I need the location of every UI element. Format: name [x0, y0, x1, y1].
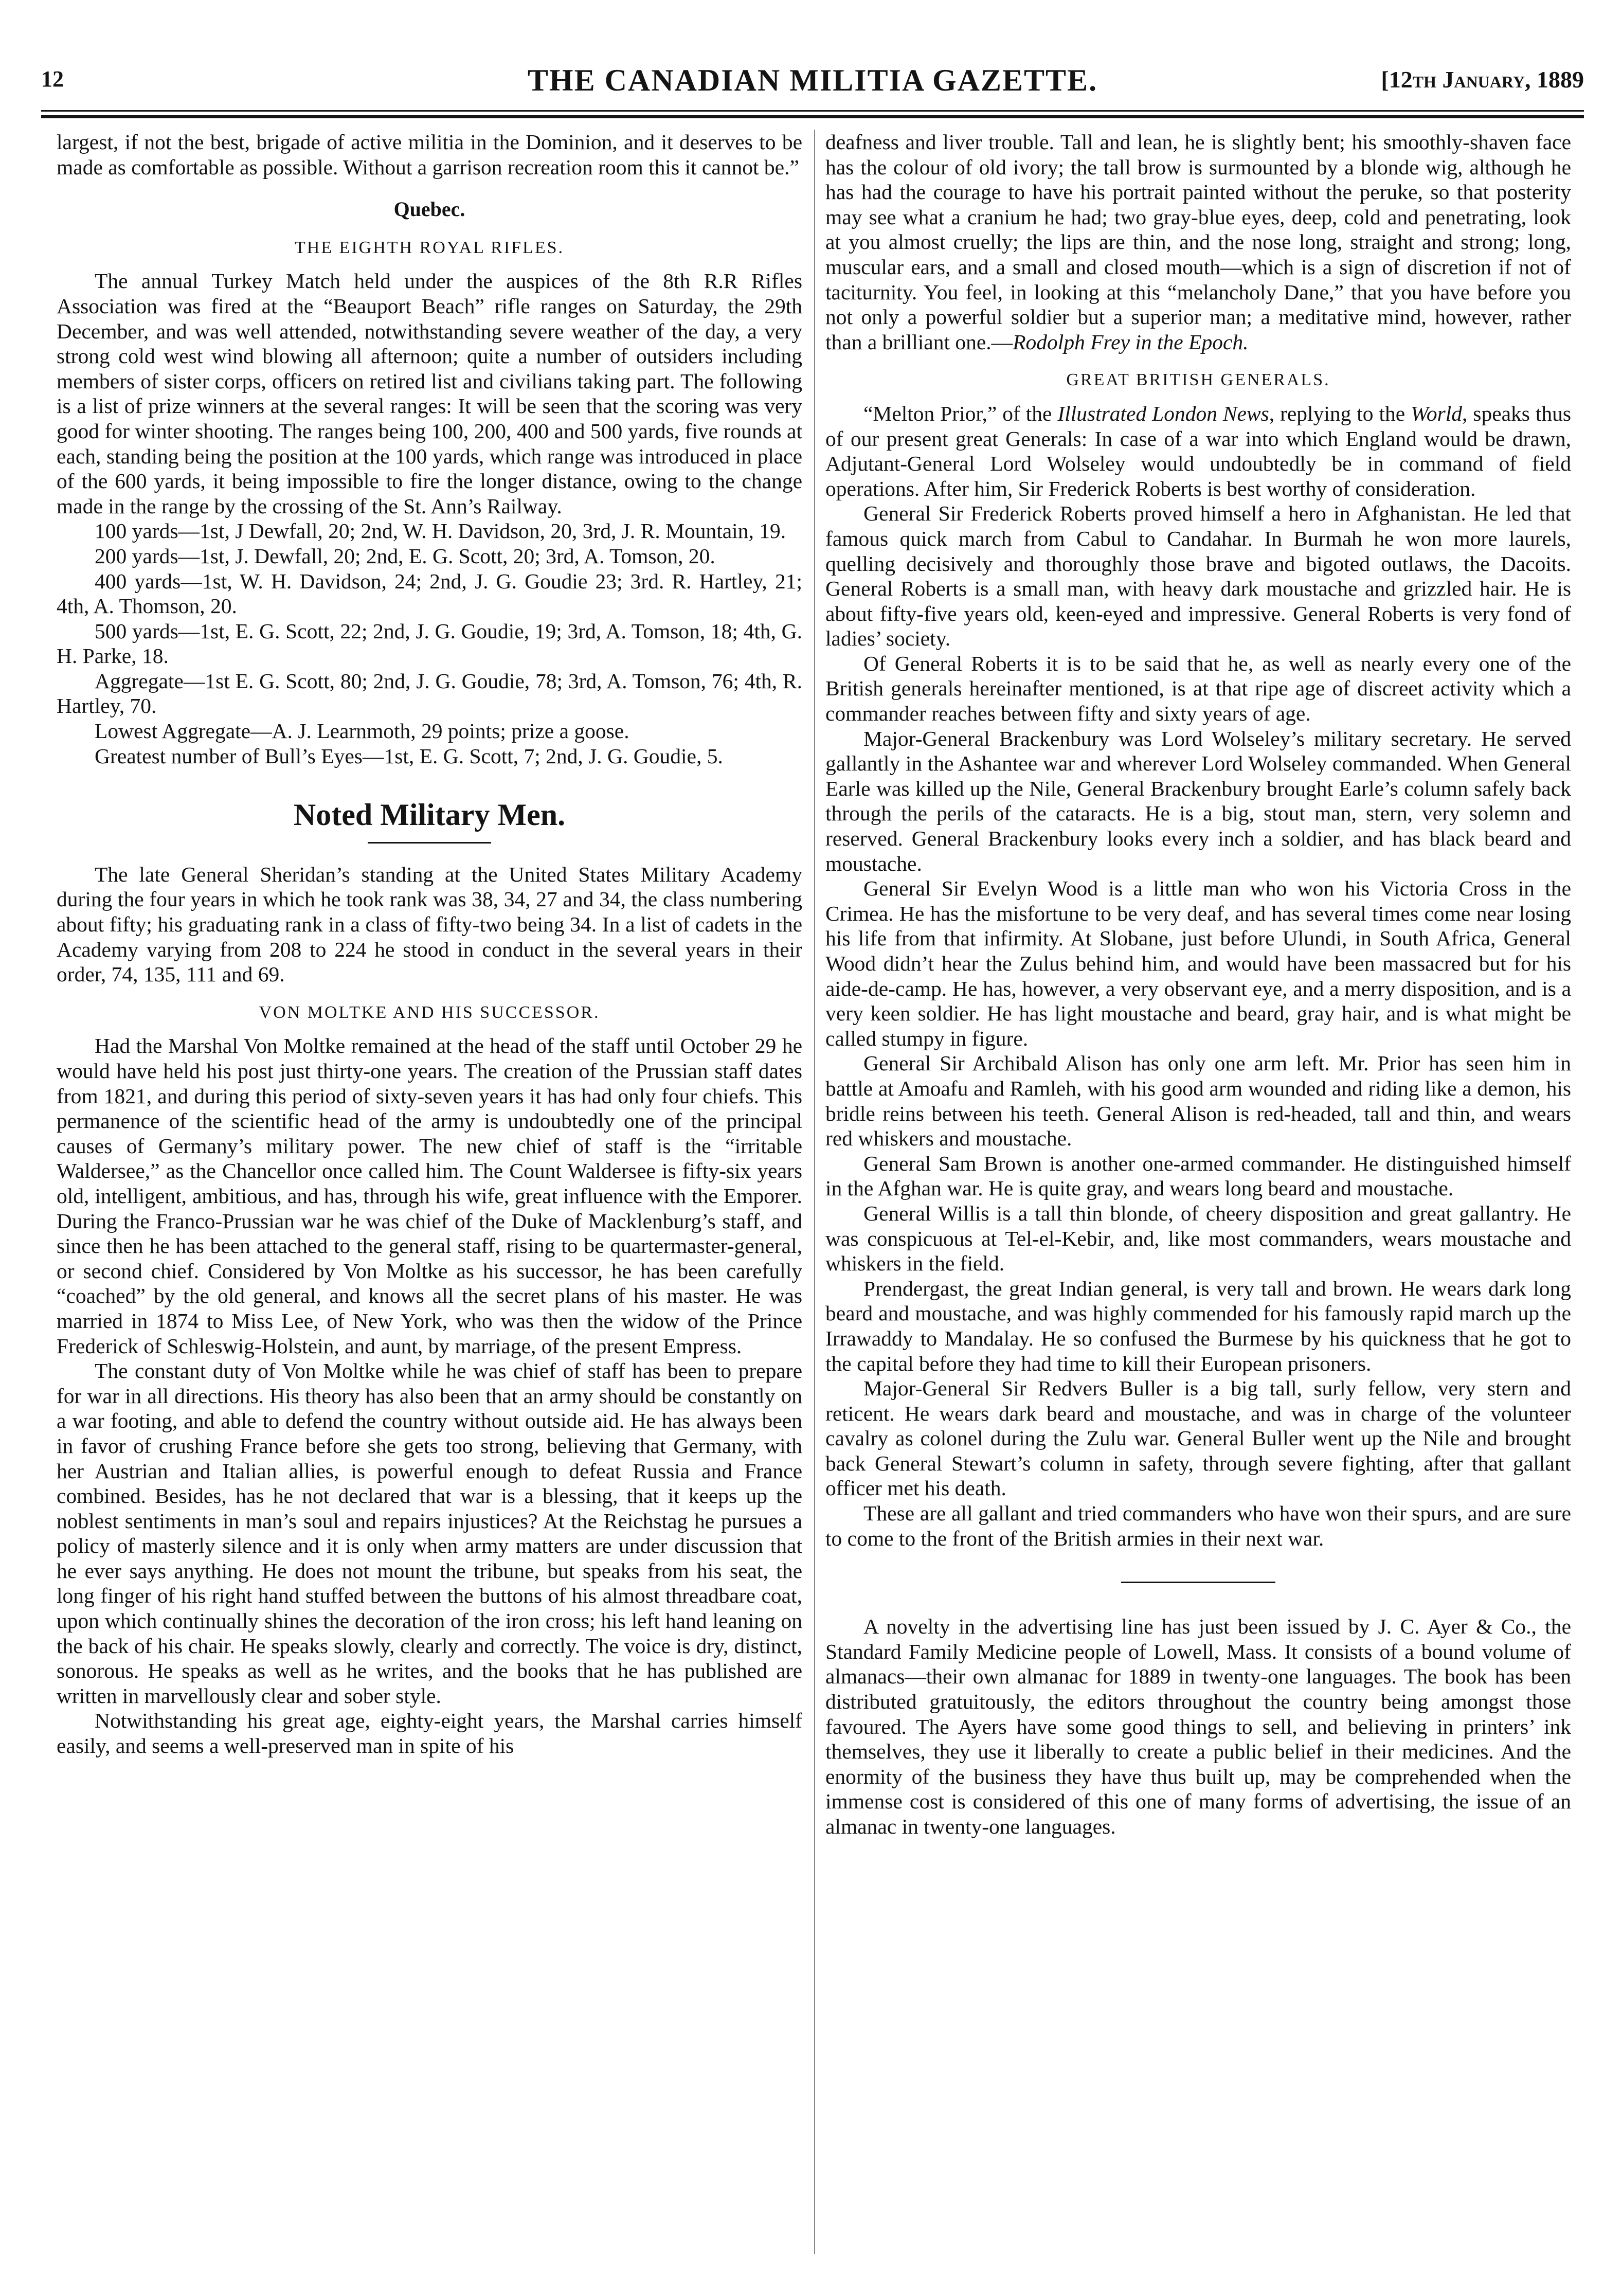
paragraph: General Sir Frederick Roberts proved himself a hero in Afghanistan. He led that famous quick march from Cabul to Candahar. In Burmah he won more laurels, quelling decisively and thoroughly those brave and bigoted outlaws, the Dacoits. General Roberts is a small man, with heavy dark moustache and grizzled hair. He is about fifty-five years old, keen-eyed and impressive. General Roberts is very fond of ladies’ society. — [825, 501, 1571, 651]
text-run: “Melton Prior,” of the — [863, 401, 1058, 425]
subheading: VON MOLTKE AND HIS SUCCESSOR. — [259, 1002, 600, 1022]
paragraph: Major-General Brackenbury was Lord Wolseley’s military secretary. He served gallantly in the Ashantee war and wherever Lord Wolseley commanded. When General Earle was killed up the Nile, General Brackenbury brought Earle’s column safely back through the perils of the cataracts. He is a big, stout man, stern, very solemn and reserved. General Brackenbury looks every inch a soldier, and has black beard and moustache. — [825, 726, 1571, 875]
paragraph: A novelty in the advertising line has just been issued by J. C. Ayer & Co., the Standard Family Medicine people of Lowell, Mass. It consists of a bound volume of almanacs—their own almanac for 1889 in twenty-one languages. The book has been distributed gratuitously, the editors throughout the country being amongst those favoured. The Ayers have some good things to sell, and believing in printers’ ink themselves, they use it liberally to create a public belief in their medicines. And the enormity of the business they have thus built up, may be comprehended when the immense cost is considered of this one of many forms of advertising, the issue of an almanac in twenty-one languages. — [825, 1615, 1571, 1838]
section-rule — [1121, 1582, 1275, 1583]
column-divider — [814, 130, 815, 2254]
publication-name: Illustrated London News — [1057, 401, 1269, 425]
subheading: THE EIGHTH ROYAL RIFLES. — [294, 238, 565, 257]
right-column — [825, 130, 1571, 1839]
paragraph: Major-General Sir Redvers Buller is a big tall, surly fellow, very stern and reticent. He wears dark beard and moustache, and was in charge of the volunteer cavalry as colonel during the Zulu war. General Buller went up the Nile and brought back General Stewart’s column in safety, through severe fighting, after that gallant officer met his death. — [825, 1376, 1571, 1500]
text-run: , replying to the — [1269, 401, 1411, 425]
publication-name: World — [1411, 401, 1463, 425]
paragraph: The annual Turkey Match held under the auspices of the 8th R.R Rifles Association was fired at the “Beauport Beach” rifle ranges on Saturday, the 29th December, and was well attended, notwithstanding severe weather of the day, a very strong cold west wind blowing all afternoon; quite a number of outsiders including members of sister corps, officers on retired list and civilians taking part. The following is a list of prize winners at the several ranges: It will be seen that the scoring was very good for winter shooting. The ranges being 100, 200, 400 and 500 yards, five rounds at each, standing being the position at the 100 yards, which range was introduced in place of the 600 yards, it being impossible to fire the longer distance, owing to the change made in the range by the crossing of the St. Ann’s Railway. — [57, 269, 802, 518]
paragraph: General Willis is a tall thin blonde, of cheery disposition and great gallantry. He was conspicuous at Tel-el-Kebir, and, like most commanders, wears moustache and whiskers in the field. — [825, 1201, 1571, 1276]
subheading: GREAT BRITISH GENERALS. — [1066, 370, 1330, 390]
paragraph: These are all gallant and tried commanders who have won their spurs, and are sure to come to the front of the British armies in their next war. — [825, 1501, 1571, 1550]
score-line: Greatest number of Bull’s Eyes—1st, E. G. Scott, 7; 2nd, J. G. Goudie, 5. — [95, 744, 723, 768]
source-credit: Rodolph Frey in the Epoch. — [1013, 330, 1249, 354]
paragraph — [825, 401, 1571, 501]
header-rule-thick — [41, 115, 1584, 118]
score-line: 400 yards—1st, W. H. Davidson, 24; 2nd, J. G. Goudie 23; 3rd. R. Hartley, 21; 4th, A. Thomson, 20. — [57, 569, 802, 618]
score-line: Lowest Aggregate—A. J. Learnmoth, 29 points; prize a goose. — [95, 719, 629, 743]
score-line: 100 yards—1st, J Dewfall, 20; 2nd, W. H. Davidson, 20, 3rd, J. R. Mountain, 19. — [95, 519, 786, 543]
section-place-heading: Quebec. — [393, 198, 465, 221]
text-run: , speaks thus of our present great Generals: In case of a war into which England would be drawn, Adjutant-General Lord Wolseley would undoubtedly be in command of field operations. After him, Sir Frederick Roberts is best worthy of consideration. — [825, 401, 1572, 500]
paragraph-text: deafness and liver trouble. Tall and lean, he is slightly bent; his smoothly-shaven face has the colour of old ivory; the tall brow is surmounted by a blonde wig, although he has had the courage to have his portrait painted without the peruke, so that posterity may see what a cranium he had; two gray-blue eyes, deep, cold and penetrating, look at you almost cruelly; the lips are thin, and the nose long, straight and strong; long, muscular ears, and a small and closed mouth—which is a sign of discretion if not of taciturnity. You feel, in looking at this “melancholy Dane,” that you have before you not only a powerful soldier but a superior man; a meditative mind, however, rather than a brilliant one.— — [825, 130, 1571, 354]
score-line: 200 yards—1st, J. Dewfall, 20; 2nd, E. G. Scott, 20; 3rd, A. Tomson, 20. — [95, 544, 715, 568]
paragraph: General Sir Evelyn Wood is a little man who won his Victoria Cross in the Crimea. He has the misfortune to be very deaf, and has several times come near losing his life from that infirmity. At Slobane, just before Ulundi, in South Africa, General Wood didn’t hear the Zulus behind him, and would have been massacred but for his aide-de-camp. He has, however, a very observant eye, and a merry disposition, and is a very keen soldier. He has light moustache and beard, gray hair, and is what might be called stumpy in figure. — [825, 876, 1571, 1050]
score-line: 500 yards—1st, E. G. Scott, 22; 2nd, J. G. Goudie, 19; 3rd, A. Tomson, 18; 4th, G. H. Parke, 18. — [57, 619, 802, 668]
paragraph: General Sir Archibald Alison has only one arm left. Mr. Prior has seen him in battle at Amoafu and Ramleh, with his good arm wounded and riding like a demon, his bridle reins between his teeth. General Alison is red-headed, tall and thin, and wears red whiskers and moustache. — [825, 1051, 1571, 1151]
paragraph: The late General Sheridan’s standing at the United States Military Academy during the four years in which he took rank was 38, 34, 27 and 34, the class numbering about fifty; his graduating rank in a class of fifty-two being 34. In a list of cadets in the Academy varying from 208 to 224 he stood in conduct in the several years in their order, 74, 135, 111 and 69. — [57, 862, 802, 986]
paragraph: largest, if not the best, brigade of active militia in the Dominion, and it deserves to be made as comfortable as possible. Without a garrison recreation room this it cannot be.” — [57, 130, 802, 179]
issue-date: [12th January, 1889 — [1381, 66, 1584, 93]
paragraph: Notwithstanding his great age, eighty-eight years, the Marshal carries himself easily, and seems a well-preserved man in spite of his — [57, 1709, 802, 1758]
page-header — [41, 63, 1584, 107]
paragraph: The constant duty of Von Moltke while he was chief of staff has been to prepare for war in all directions. His theory has also been that an army should be constantly on a war footing, and able to defend the country without outside aid. He has always been in favor of crushing France before she gets too strong, believing that Germany, with her Austrian and Italian allies, is powerful enough to defeat Russia and France combined. Besides, has he not declared that war is a blessing, that it keeps up the noblest sentiments in man’s soul and repairs injustices? At the Reichstag he pursues a policy of masterly silence and it is only when army matters are under discussion that he ever says anything. He does not mount the tribune, but speaks from his seat, the long finger of his right hand stuffed between the buttons of his almost threadbare coat, upon which continually shines the decoration of the iron cross; his left hand leaning on the back of his chair. He speaks slowly, clearly and correctly. The voice is dry, distinct, sonorous. He speaks as well as he writes, and the books that he has published are written in marvellously clear and sober style. — [57, 1359, 802, 1708]
masthead-title: THE CANADIAN MILITIA GAZETTE. — [527, 63, 1098, 97]
article-title: Noted Military Men. — [293, 798, 566, 832]
page-number: 12 — [41, 66, 64, 92]
score-line: Aggregate—1st E. G. Scott, 80; 2nd, J. G. Goudie, 78; 3rd, A. Tomson, 76; 4th, R. Hartley, 70. — [57, 669, 802, 718]
paragraph: General Sam Brown is another one-armed commander. He distinguished himself in the Afghan war. He is quite gray, and wears long beard and moustache. — [825, 1151, 1571, 1200]
left-column — [57, 130, 802, 1759]
paragraph — [825, 130, 1571, 354]
paragraph: Of General Roberts it is to be said that he, as well as nearly every one of the British generals hereinafter mentioned, is at that ripe age of discreet activity which a commander reaches between fifty and sixty years of age. — [825, 651, 1571, 726]
paragraph: Prendergast, the great Indian general, is very tall and brown. He wears dark long beard and moustache, and was highly commended for his famously rapid march up the Irrawaddy to Mandalay. He so confused the Burmese by his quickness that he got to the capital before they had time to kill their European prisoners. — [825, 1276, 1571, 1375]
header-rule-thin — [41, 110, 1584, 112]
paragraph: Had the Marshal Von Moltke remained at the head of the staff until October 29 he would have held his post just thirty-one years. The creation of the Prussian staff dates from 1821, and during this period of sixty-seven years it has had only four chiefs. This permanence of the scientific head of the army is undoubtedly one of the principal causes of Germany’s military power. The new chief of staff is the “irritable Waldersee,” as the Chancellor once called him. The Count Waldersee is fifty-six years old, intelligent, ambitious, and has, through his wife, great influence with the Emporer. During the Franco-Prussian war he was chief of the Duke of Macklenburg’s staff, and since then he has been attached to the general staff, rising to be quartermaster-general, or second chief. Considered by Von Moltke as his successor, he has been carefully “coached” by the old general, and knows all the secret plans of his master. He was married in 1874 to Miss Lee, of New York, who was then the widow of the Prince Frederick of Schleswig-Holstein, and aunt, by marriage, of the present Empress. — [57, 1034, 802, 1358]
title-rule — [368, 842, 491, 844]
